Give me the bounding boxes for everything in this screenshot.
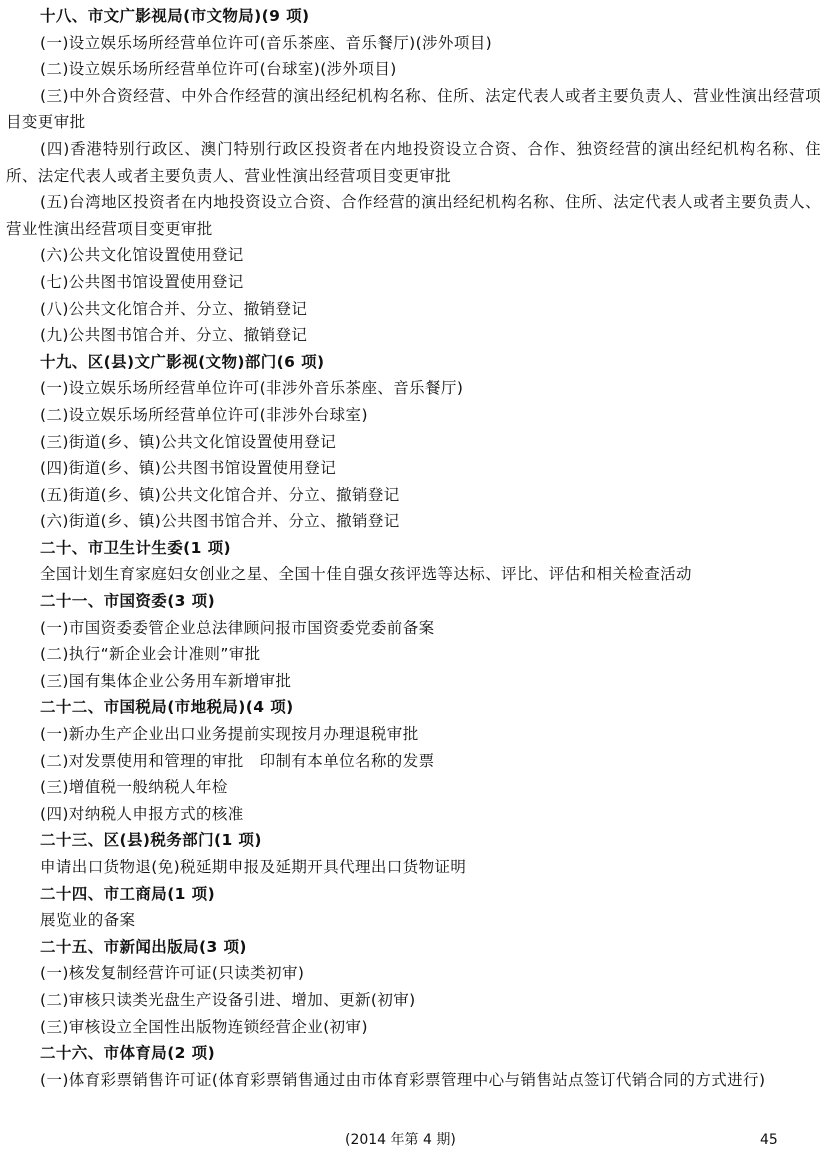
list-item: (一)市国资委委管企业总法律顾问报市国资委党委前备案 [40, 618, 435, 637]
list-item: (三)街道(乡、镇)公共文化馆设置使用登记 [40, 432, 337, 451]
section-heading: 二十一、市国资委(3 项) [40, 592, 216, 611]
section-heading: 二十五、市新闻出版局(3 项) [40, 937, 247, 956]
list-item: (一)新办生产企业出口业务提前实现按月办理退税审批 [40, 725, 419, 744]
list-item: (三)国有集体企业公务用车新增审批 [40, 671, 292, 690]
list-item: (四)街道(乡、镇)公共图书馆设置使用登记 [40, 459, 337, 478]
list-item: (二)审核只读类光盘生产设备引进、增加、更新(初审) [40, 990, 416, 1009]
list-item: (九)公共图书馆合并、分立、撤销登记 [40, 326, 308, 345]
list-item: (三)审核设立全国性出版物连锁经营企业(初审) [40, 1017, 368, 1036]
list-item: (一)体育彩票销售许可证(体育彩票销售通过由市体育彩票管理中心与销售站点签订代销合同的方式进行) [40, 1070, 766, 1089]
issue-label: (2014 年第 4 期) [345, 1132, 456, 1148]
list-item: 申请出口货物退(免)税延期申报及延期开具代理出口货物证明 [40, 858, 467, 876]
list-item: (二)设立娱乐场所经营单位许可(非涉外台球室) [40, 405, 368, 424]
list-item: (一)设立娱乐场所经营单位许可(非涉外音乐茶座、音乐餐厅) [40, 379, 464, 398]
list-item: (一)设立娱乐场所经营单位许可(音乐茶座、音乐餐厅)(涉外项目) [40, 33, 493, 52]
section-heading: 十九、区(县)文广影视(文物)部门(6 项) [40, 352, 325, 371]
list-item: (六)公共文化馆设置使用登记 [40, 246, 244, 265]
page-number: 45 [760, 1132, 778, 1148]
list-item: 全国计划生育家庭妇女创业之星、全国十佳自强女孩评选等达标、评比、评估和相关检查活动 [40, 565, 692, 584]
section-heading: 十八、市文广影视局(市文物局)(9 项) [40, 7, 310, 25]
list-item: (三)增值税一般纳税人年检 [40, 778, 228, 797]
list-item: (三)中外合资经营、中外合作经营的演出经纪机构名称、住所、法定代表人或者主要负责人、营业性演出经营项目变更审批 [6, 86, 821, 132]
list-item: (二)执行“新企业会计准则”审批 [40, 645, 261, 664]
list-item: (八)公共文化馆合并、分立、撤销登记 [40, 299, 308, 318]
section-heading: 二十六、市体育局(2 项) [40, 1044, 216, 1063]
list-item: (二)对发票使用和管理的审批 印制有本单位名称的发票 [40, 751, 435, 770]
list-item: (五)台湾地区投资者在内地投资设立合资、合作经营的演出经纪机构名称、住所、法定代表人或者主要负责人、营业性演出经营项目变更审批 [6, 193, 821, 238]
section-heading: 二十二、市国税局(市地税局)(4 项) [40, 698, 294, 717]
list-item: (四)对纳税人申报方式的核准 [40, 804, 244, 823]
list-item: (一)核发复制经营许可证(只读类初审) [40, 964, 305, 983]
list-item: (五)街道(乡、镇)公共文化馆合并、分立、撤销登记 [40, 485, 400, 504]
section-heading: 二十四、市工商局(1 项) [40, 884, 216, 903]
list-item: (六)街道(乡、镇)公共图书馆合并、分立、撤销登记 [40, 512, 400, 531]
list-item: (四)香港特别行政区、澳门特别行政区投资者在内地投资设立合资、合作、独资经营的演出经纪机构名称、住所、法定代表人或者主要负责人、营业性演出经营项目变更审批 [6, 139, 821, 185]
list-item: (二)设立娱乐场所经营单位许可(台球室)(涉外项目) [40, 60, 397, 79]
section-heading: 二十三、区(县)税务部门(1 项) [40, 831, 262, 850]
page-footer [0, 1128, 827, 1152]
list-item: 展览业的备案 [40, 911, 136, 930]
section-heading: 二十、市卫生计生委(1 项) [40, 538, 231, 557]
list-item: (七)公共图书馆设置使用登记 [40, 272, 244, 291]
